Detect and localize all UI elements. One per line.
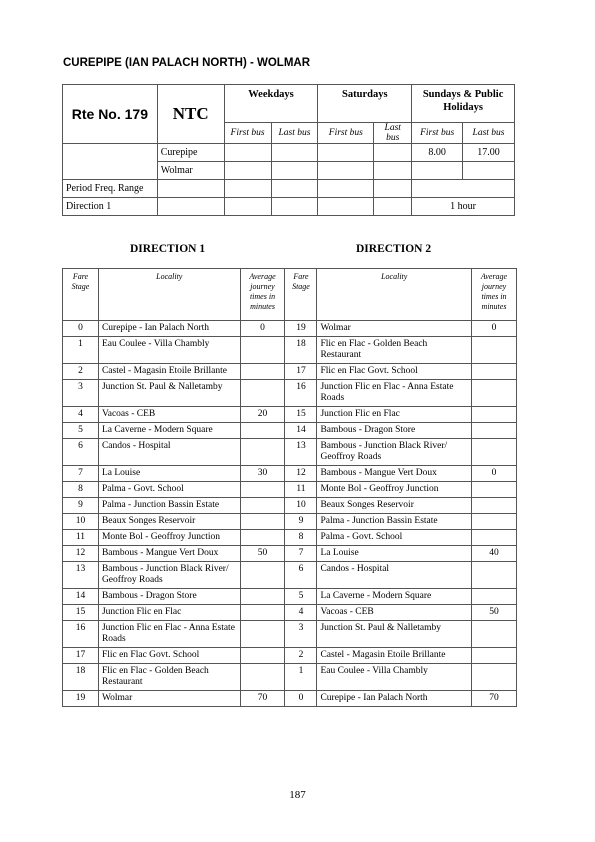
fare-stage-cell: 7 — [63, 466, 99, 482]
table-row — [63, 466, 517, 482]
fare-stage-cell: 14 — [285, 423, 317, 439]
locality-cell: Eau Coulee - Villa Chambly — [317, 664, 472, 691]
fare-stage-cell: 1 — [63, 337, 99, 364]
locality-cell: Junction Flic en Flac - Anna Estate Roads — [98, 621, 240, 648]
locality-cell: Curepipe - Ian Palach North — [317, 691, 472, 707]
last-bus-label: Last bus — [271, 123, 318, 144]
locality-cell: La Caverne - Modern Square — [98, 423, 240, 439]
locality-cell: Bambous - Junction Black River/ Geoffroy Roads — [317, 439, 472, 466]
table-row — [63, 589, 517, 605]
table-row — [63, 546, 517, 562]
sunday-last-bus: 17.00 — [463, 144, 515, 162]
fare-stage-cell: 15 — [285, 407, 317, 423]
fare-stage-cell: 7 — [285, 546, 317, 562]
table-row — [63, 498, 517, 514]
fare-stage-cell: 11 — [63, 530, 99, 546]
fare-stage-cell: 17 — [63, 648, 99, 664]
avg-time-cell — [472, 498, 517, 514]
fare-stage-cell: 13 — [63, 562, 99, 589]
locality-header: Locality — [98, 269, 240, 321]
avg-time-cell: 0 — [472, 321, 517, 337]
locality-cell: Bambous - Junction Black River/ Geoffroy Roads — [98, 562, 240, 589]
saturdays-header: Saturdays — [318, 85, 412, 123]
table-row — [63, 530, 517, 546]
table-row — [63, 605, 517, 621]
locality-cell: Wolmar — [98, 691, 240, 707]
avg-time-cell — [472, 562, 517, 589]
avg-time-cell — [240, 648, 285, 664]
fare-stage-cell: 10 — [63, 514, 99, 530]
locality-cell: Monte Bol - Geoffroy Junction — [317, 482, 472, 498]
table-row — [63, 407, 517, 423]
avg-time-cell — [240, 337, 285, 364]
fare-stage-cell: 12 — [285, 466, 317, 482]
locality-cell: Vacoas - CEB — [98, 407, 240, 423]
fare-stage-cell: 12 — [63, 546, 99, 562]
terminus-curepipe: Curepipe — [157, 144, 224, 162]
avg-time-cell — [240, 482, 285, 498]
locality-cell: Flic en Flac Govt. School — [317, 364, 472, 380]
fare-stage-cell: 3 — [63, 380, 99, 407]
fare-stage-table — [62, 268, 517, 707]
avg-time-cell: 20 — [240, 407, 285, 423]
fare-stage-cell: 13 — [285, 439, 317, 466]
fare-stage-cell: 9 — [63, 498, 99, 514]
avg-time-cell: 70 — [240, 691, 285, 707]
avg-time-cell — [472, 621, 517, 648]
avg-time-header: Average journey times in minutes — [240, 269, 285, 321]
fare-stage-cell: 19 — [285, 321, 317, 337]
avg-time-cell — [472, 589, 517, 605]
fare-stage-cell: 3 — [285, 621, 317, 648]
first-bus-label: First bus — [318, 123, 374, 144]
locality-cell: Palma - Junction Bassin Estate — [98, 498, 240, 514]
locality-cell: Flic en Flac - Golden Beach Restaurant — [317, 337, 472, 364]
avg-time-cell — [240, 562, 285, 589]
avg-time-cell: 50 — [240, 546, 285, 562]
locality-cell: La Louise — [317, 546, 472, 562]
locality-cell: Junction St. Paul & Nalletamby — [317, 621, 472, 648]
sundays-header: Sundays & Public Holidays — [412, 85, 515, 123]
locality-cell: Candos - Hospital — [98, 439, 240, 466]
fare-stage-cell: 6 — [63, 439, 99, 466]
avg-time-cell — [240, 589, 285, 605]
locality-cell: Beaux Songes Reservoir — [317, 498, 472, 514]
avg-time-cell — [472, 514, 517, 530]
fare-stage-cell: 9 — [285, 514, 317, 530]
locality-cell: Wolmar — [317, 321, 472, 337]
avg-time-cell — [240, 514, 285, 530]
fare-stage-cell: 18 — [63, 664, 99, 691]
avg-time-cell: 50 — [472, 605, 517, 621]
avg-time-cell — [240, 530, 285, 546]
avg-time-cell — [240, 364, 285, 380]
avg-time-cell — [472, 337, 517, 364]
locality-cell: Flic en Flac - Golden Beach Restaurant — [98, 664, 240, 691]
locality-cell: Palma - Junction Bassin Estate — [317, 514, 472, 530]
locality-cell: Castel - Magasin Etoile Brillante — [98, 364, 240, 380]
fare-stage-cell: 4 — [63, 407, 99, 423]
locality-cell: Bambous - Mangue Vert Doux — [98, 546, 240, 562]
fare-stage-cell: 2 — [285, 648, 317, 664]
avg-time-cell — [240, 605, 285, 621]
locality-cell: Bambous - Mangue Vert Doux — [317, 466, 472, 482]
table-row — [63, 482, 517, 498]
avg-time-cell — [472, 439, 517, 466]
avg-time-cell — [240, 498, 285, 514]
fare-stage-cell: 5 — [63, 423, 99, 439]
terminus-wolmar: Wolmar — [157, 162, 224, 180]
fare-stage-cell: 14 — [63, 589, 99, 605]
locality-cell: Palma - Govt. School — [98, 482, 240, 498]
table-row — [63, 423, 517, 439]
avg-time-cell — [240, 664, 285, 691]
first-bus-label: First bus — [224, 123, 271, 144]
fare-stage-cell: 16 — [63, 621, 99, 648]
last-bus-label: Last bus — [374, 123, 412, 144]
avg-time-cell: 40 — [472, 546, 517, 562]
avg-time-cell — [472, 364, 517, 380]
avg-time-cell — [472, 648, 517, 664]
avg-time-header: Average journey times in minutes — [472, 269, 517, 321]
fare-stage-cell: 6 — [285, 562, 317, 589]
locality-header: Locality — [317, 269, 472, 321]
table-row — [63, 562, 517, 589]
fare-stage-cell: 15 — [63, 605, 99, 621]
locality-cell: Palma - Govt. School — [317, 530, 472, 546]
fare-stage-cell: 0 — [285, 691, 317, 707]
frequency-value: 1 hour — [412, 198, 515, 216]
locality-cell: Vacoas - CEB — [317, 605, 472, 621]
locality-cell: Junction Flic en Flac - Anna Estate Roads — [317, 380, 472, 407]
locality-cell: Beaux Songes Reservoir — [98, 514, 240, 530]
avg-time-cell — [472, 423, 517, 439]
table-row — [63, 514, 517, 530]
fare-stage-header: Fare Stage — [285, 269, 317, 321]
avg-time-cell — [240, 423, 285, 439]
fare-stage-cell: 18 — [285, 337, 317, 364]
locality-cell: Flic en Flac Govt. School — [98, 648, 240, 664]
locality-cell: Junction Flic en Flac — [317, 407, 472, 423]
weekdays-header: Weekdays — [224, 85, 318, 123]
fare-stage-cell: 8 — [285, 530, 317, 546]
locality-cell: Bambous - Dragon Store — [98, 589, 240, 605]
table-row — [63, 380, 517, 407]
table-row — [63, 621, 517, 648]
period-label: Period Freq. Range — [63, 180, 158, 198]
fare-stage-cell: 10 — [285, 498, 317, 514]
route-number: Rte No. 179 — [63, 85, 158, 144]
schedule-table — [62, 84, 515, 216]
avg-time-cell — [472, 380, 517, 407]
fare-stage-cell: 0 — [63, 321, 99, 337]
page-number: 187 — [289, 789, 306, 801]
avg-time-cell: 30 — [240, 466, 285, 482]
locality-cell: Eau Coulee - Villa Chambly — [98, 337, 240, 364]
avg-time-cell: 70 — [472, 691, 517, 707]
fare-stage-cell: 2 — [63, 364, 99, 380]
avg-time-cell — [240, 439, 285, 466]
avg-time-cell — [472, 664, 517, 691]
locality-cell: Junction Flic en Flac — [98, 605, 240, 621]
fare-stage-cell: 16 — [285, 380, 317, 407]
locality-cell: Curepipe - Ian Palach North — [98, 321, 240, 337]
locality-cell: Bambous - Dragon Store — [317, 423, 472, 439]
locality-cell: Monte Bol - Geoffroy Junction — [98, 530, 240, 546]
locality-cell: Candos - Hospital — [317, 562, 472, 589]
last-bus-label: Last bus — [463, 123, 515, 144]
avg-time-cell: 0 — [472, 466, 517, 482]
locality-cell: La Louise — [98, 466, 240, 482]
sunday-first-bus: 8.00 — [412, 144, 463, 162]
avg-time-cell — [472, 482, 517, 498]
fare-stage-header: Fare Stage — [63, 269, 99, 321]
page-title: CUREPIPE (IAN PALACH NORTH) - WOLMAR — [63, 57, 311, 69]
direction-1-heading: DIRECTION 1 — [130, 243, 206, 255]
fare-stage-cell: 4 — [285, 605, 317, 621]
operator-name: NTC — [157, 85, 224, 144]
fare-stage-cell: 1 — [285, 664, 317, 691]
table-row — [63, 364, 517, 380]
direction-label: Direction 1 — [63, 198, 158, 216]
avg-time-cell — [472, 530, 517, 546]
avg-time-cell — [472, 407, 517, 423]
fare-stage-cell: 11 — [285, 482, 317, 498]
direction-2-heading: DIRECTION 2 — [356, 243, 432, 255]
route-blank — [63, 144, 158, 180]
table-row — [63, 648, 517, 664]
table-row — [63, 664, 517, 691]
table-row — [63, 321, 517, 337]
locality-cell: La Caverne - Modern Square — [317, 589, 472, 605]
fare-stage-cell: 17 — [285, 364, 317, 380]
fare-stage-cell: 5 — [285, 589, 317, 605]
fare-stage-cell: 8 — [63, 482, 99, 498]
table-row — [63, 439, 517, 466]
avg-time-cell — [240, 380, 285, 407]
table-row — [63, 337, 517, 364]
table-row — [63, 691, 517, 707]
avg-time-cell: 0 — [240, 321, 285, 337]
locality-cell: Junction St. Paul & Nalletamby — [98, 380, 240, 407]
fare-stage-cell: 19 — [63, 691, 99, 707]
locality-cell: Castel - Magasin Etoile Brillante — [317, 648, 472, 664]
avg-time-cell — [240, 621, 285, 648]
first-bus-label: First bus — [412, 123, 463, 144]
